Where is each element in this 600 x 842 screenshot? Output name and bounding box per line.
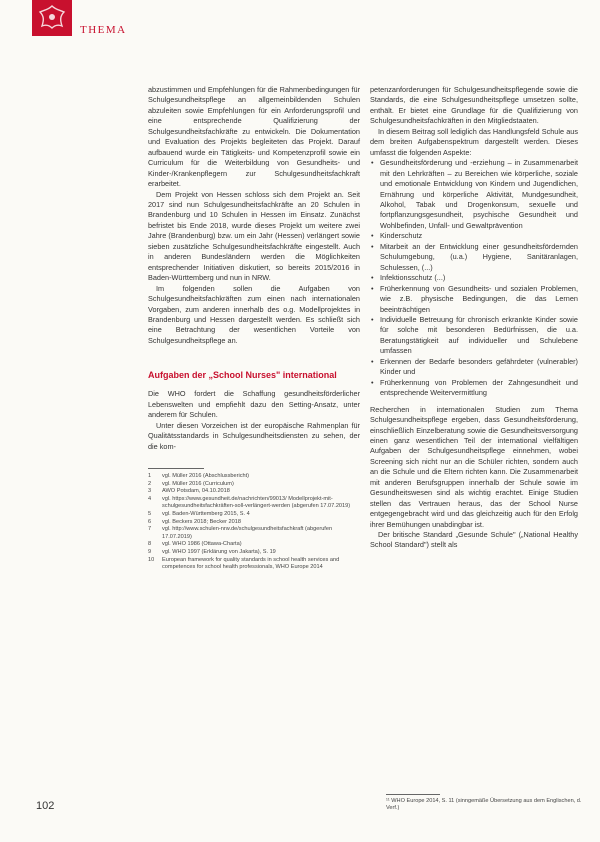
body-paragraph: Im folgenden sollen die Aufgaben von Schulgesundheitsfachkräften zum einen nach internationalen Vorgaben, zum anderen innerhalb des o.g. Modellprojektes in Brandenburg und Hessen dargestellt werden. Es schließt sich eine Betrachtung der wesentlichen Vorteile von Schulgesundheitspflege an. bbox=[148, 283, 360, 345]
list-item: • Mitarbeit an der Entwicklung einer gesundheitsfördernden Schulumgebung, (u.a.) Hygiene, Sanitäranlagen, Schulessen, (...) bbox=[380, 242, 578, 273]
list-item: • Individuelle Betreuung für chronisch erkrankte Kinder sowie für solche mit besonderen Bedürfnissen, die u.a. Beratungstätigkeit auf individueller und Schulebene umfassen bbox=[380, 315, 578, 357]
logo-mark-icon bbox=[38, 4, 66, 30]
body-paragraph: petenzanforderungen für Schulgesundheitspflegende sowie die Standards, die eine Schulgesundheitspflege umsetzen sollte, enthält. Er bietet eine Grundlage für die Qualifizierung von Schulgesundheitsfachkräften in den Mitgliedstaaten. bbox=[370, 85, 578, 126]
page-number: 102 bbox=[36, 800, 55, 812]
list-item: • Gesundheitsförderung und -erziehung – in Zusammenarbeit mit den Lehrkräften – zu Bereichen wie körperliche, soziale und emotionale Entwicklung von Kindern und Jugendlichen, Ernährung und körperliche Aktivität, Mundgesundheit, Alkohol, Tabak und Drogenkonsum, sexuelle und fortpflanzungsgesundheit, psychische Gesundheit und Wohlbefinden, Unfall- und Gewaltprävention bbox=[380, 158, 578, 231]
right-column bbox=[370, 85, 578, 551]
left-column bbox=[148, 85, 360, 572]
body-paragraph: In diesem Beitrag soll lediglich das Handlungsfeld Schule aus dem breiten Aufgabenspektrum dargestellt werden. Dieses umfasst die folgenden Aspekte: bbox=[370, 126, 578, 157]
right-footnote bbox=[386, 794, 586, 812]
body-paragraph: Recherchen in internationalen Studien zum Thema Schulgesundheitspflege ergeben, dass Gesundheitsförderung, einschließlich Einzelberatung sowie die Gesundheitsversorgung einen ganz wesentlichen Teil der international vielfältigen Aufgaben der Schulgesundheitspflege einnehmen, wobei Screening sich nicht nur an die Schüler richten, sondern auch an die Schule und die Eltern richten kann. Die Zusammenarbeit mit anderen Berufsgruppen innerhalb der Schule sowie im Gesundheitswesen sind als wichtig erachtet. Einige Studien stellen das Vertrauen heraus, das der School Nurse entgegengebracht wird und das gleichzeitig auch für den Erfolg ihrer Bemühungen unabdingbar ist. bbox=[370, 404, 578, 529]
bullet-list bbox=[370, 158, 578, 398]
footnote: 1 vgl. Müller 2016 (Abschlussbericht) bbox=[148, 473, 250, 480]
footnote: 3 AWO Potsdam, 04.10.2018 bbox=[148, 488, 230, 495]
footnote: 10 European framework for quality standards in school health services and competences for school health professionals, WHO Europe 2014 bbox=[148, 556, 340, 571]
footnote: 6 vgl. Beckers 2018; Becker 2018 bbox=[148, 518, 241, 525]
footnote: ¹¹ WHO Europe 2014, S. 11 (sinngemäße Übersetzung aus dem Englischen, d. Verf.) bbox=[386, 798, 582, 812]
body-paragraph: Die WHO fordert die Schaffung gesundheitsförderlicher Lebenswelten und empfiehlt dazu den Setting-Ansatz, unter anderem für Schulen. bbox=[148, 389, 360, 420]
body-paragraph: Der britische Standard „Gesunde Schule" („National Healthy School Standard") stellt als bbox=[370, 530, 578, 550]
list-item: • Früherkennung von Gesundheits- und sozialen Problemen, wie z.B. physische Bedingungen, die das Lernen beeinträchtigen bbox=[380, 284, 578, 315]
footnotes bbox=[148, 473, 360, 572]
body-paragraph: Dem Projekt von Hessen schloss sich dem Projekt an. Seit 2017 sind nun Schulgesundheitsfachkräfte an 20 Schulen in Brandenburg und 10 Schulen in Hessen im Einsatz. Zunächst befristet bis Ende 2018, wurde dieses Projekt um weitere zwei Jahre (Brandenburg) bzw. um ein Jahr (Hessen) verlängert sowie sieben zusätzliche Schulgesundheitsfachkräfte eingestellt. Auch in anderen Bundesländern werden die Möglichkeiten entsprechender Initiativen diskutiert, so bereits 2015/2016 in Baden-Württemberg und nun in NRW. bbox=[148, 189, 360, 283]
body-paragraph: abzustimmen und Empfehlungen für die Rahmenbedingungen für Schulgesundheitspflege an allgemeinbildenden Schulen abzuleiten sowie Empfehlungen für ein Anforderungsprofil und eine entsprechende Qualifizierung der Schulgesundheitsfachkräfte zu entwickeln. Die Dokumentation und Evaluation des Projekts begleiteten das Projekt. Darauf aufbauend wurde ein Tätigkeits- und Kompetenzprofil sowie ein Curriculum für die Weiterbildung von Gesundheits- und Kinder-/Krankenpflegern zur Schulgesundheitsfachkraft erarbeitet. bbox=[148, 85, 360, 189]
footnote: 7 vgl. http://www.schulen-nrw.de/schulgesundheitsfachkraft (abgerufen 17.07.2019) bbox=[148, 526, 333, 540]
list-item: • Kinderschutz bbox=[380, 231, 578, 241]
body-paragraph: Unter diesen Vorzeichen ist der europäische Rahmenplan für Qualitätsstandards in Schulgesundheitsdiensten zu sehen, der die kom- bbox=[148, 420, 360, 451]
list-item: • Infektionsschutz (...) bbox=[380, 273, 578, 283]
footnote: 9 vgl. WHO 1997 (Erklärung von Jakarta), S. 19 bbox=[148, 548, 276, 555]
section-label: THEMA bbox=[80, 24, 127, 36]
list-item: • Erkennen der Bedarfe besonders gefährdeter (vulnerabler) Kinder und bbox=[380, 357, 578, 378]
footnote: 2 vgl. Müller 2016 (Curriculum) bbox=[148, 480, 234, 487]
magazine-logo bbox=[32, 0, 72, 36]
footnote: 4 vgl. https://www.gesundheit.de/nachrichten/99013/ Modellprojekt-mit-schulgesundheitsfachkräften-soll-verlängert-werden (abgerufen 17.07.2019) bbox=[148, 495, 351, 510]
footnote-divider bbox=[386, 794, 440, 795]
footnote-divider bbox=[148, 468, 204, 469]
footnote: 5 vgl. Baden-Württemberg 2015, S. 4 bbox=[148, 511, 250, 518]
footnote: 8 vgl. WHO 1986 (Ottawa-Charta) bbox=[148, 541, 242, 548]
list-item: • Früherkennung von Problemen der Zahngesundheit und entsprechende Weitervermittlung bbox=[380, 378, 578, 399]
section-heading: Aufgaben der „School Nurses" international bbox=[148, 370, 337, 381]
